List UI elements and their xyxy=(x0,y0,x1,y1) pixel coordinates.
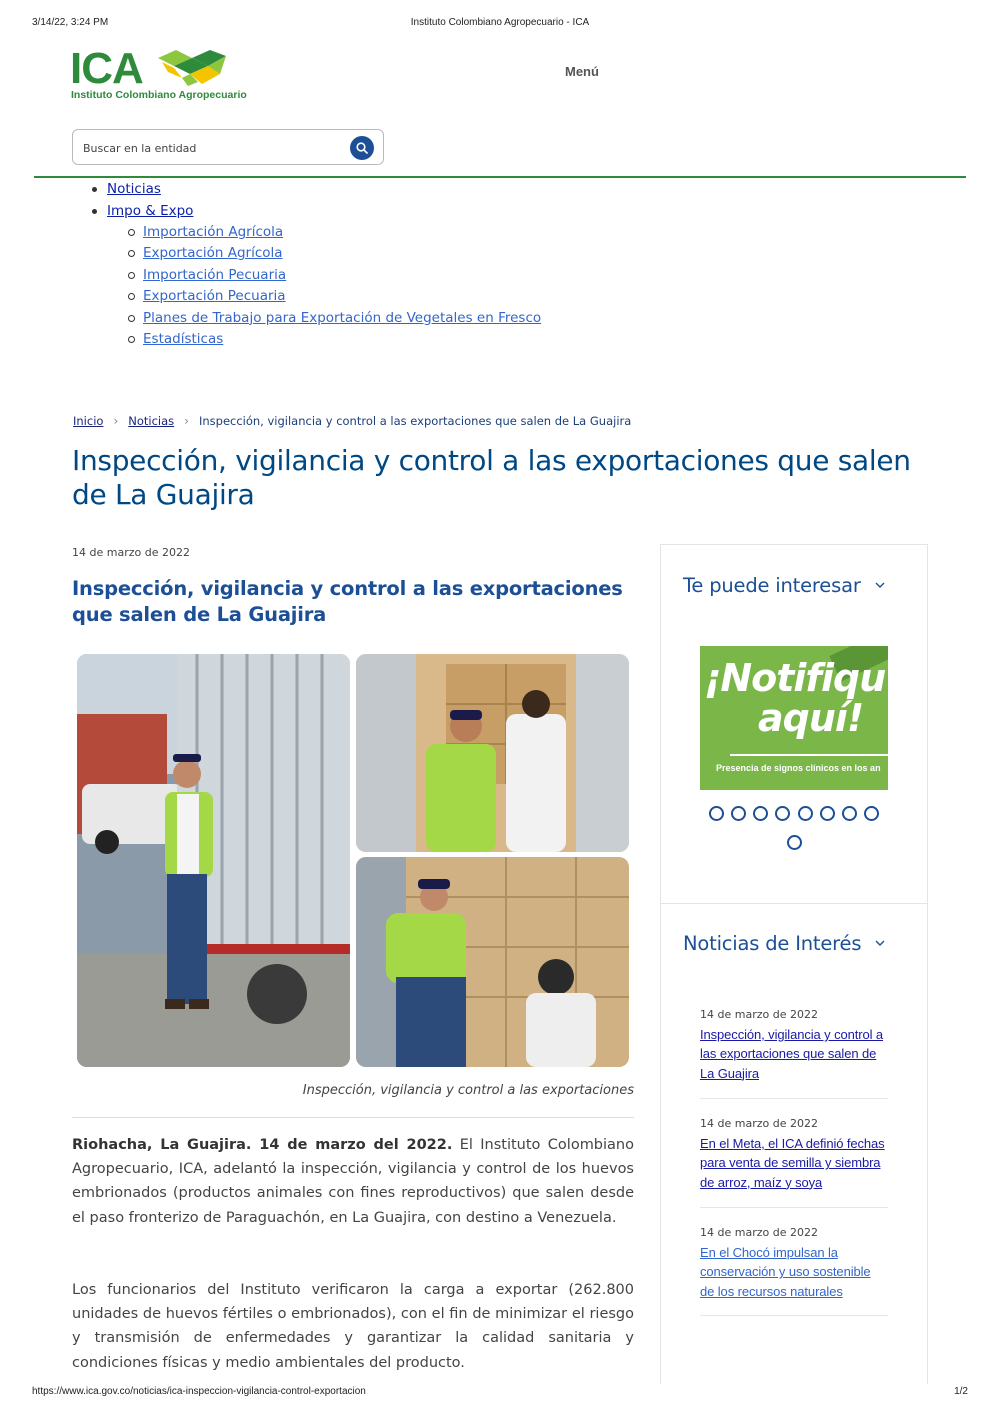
nav-link-importacion-pecuaria[interactable]: Importación Pecuaria xyxy=(143,266,287,283)
nav-link-impo-expo[interactable]: Impo & Expo xyxy=(107,202,194,219)
carousel-dot[interactable] xyxy=(820,806,835,821)
breadcrumb-home-link[interactable]: Inicio xyxy=(73,414,104,428)
sidebar-interest-heading: Te puede interesar xyxy=(683,574,861,597)
nav-link-noticias[interactable]: Noticias xyxy=(107,181,161,197)
chevron-down-icon xyxy=(875,582,885,589)
nav-link-exportacion-pecuaria[interactable]: Exportación Pecuaria xyxy=(143,288,286,305)
breadcrumb-section-link[interactable]: Noticias xyxy=(128,414,175,428)
article-date: 14 de marzo de 2022 xyxy=(72,546,190,559)
photo-caption: Inspección, vigilancia y control a las exportaciones xyxy=(302,1083,634,1098)
news-date: 14 de marzo de 2022 xyxy=(700,1117,818,1130)
news-date: 14 de marzo de 2022 xyxy=(700,1008,818,1021)
logo-emblem-icon xyxy=(158,48,228,88)
nav-subitem xyxy=(92,266,541,287)
nav-link-planes-de-trabajo[interactable]: Planes de Trabajo para Exportación de Vegetales en Fresco xyxy=(143,309,542,326)
print-datetime: 3/14/22, 3:24 PM xyxy=(32,17,109,28)
article-paragraph-1 xyxy=(72,1133,634,1230)
search-icon xyxy=(356,142,368,154)
nav-submenu-impo-expo xyxy=(92,223,541,351)
photo-inspector-by-truck xyxy=(77,654,350,1067)
nav-link-exportacion-agricola[interactable]: Exportación Agrícola xyxy=(143,245,283,262)
news-link[interactable]: En el Meta, el ICA definió fechas para venta de semilla y siembra de arroz, maíz y soya xyxy=(700,1136,885,1190)
photo-inspector-checking-cargo xyxy=(356,857,629,1067)
carousel-dot[interactable] xyxy=(798,806,813,821)
photo-inspectors-in-truck xyxy=(356,654,629,852)
logo-wordmark: ICA xyxy=(70,44,143,93)
search-button[interactable] xyxy=(350,136,374,160)
banner-line-1: ¡Notifiqu xyxy=(704,656,886,700)
chevron-down-icon xyxy=(875,940,885,947)
carousel-dot[interactable] xyxy=(709,806,724,821)
nav-item-impo-expo xyxy=(92,202,541,224)
caption-divider xyxy=(72,1117,634,1118)
breadcrumb xyxy=(73,414,631,428)
sidebar-news-toggle[interactable] xyxy=(683,932,861,955)
banner-line-2: aquí! xyxy=(758,696,864,740)
news-link[interactable]: En el Chocó impulsan la conservación y uso sostenible de los recursos naturales xyxy=(700,1245,871,1299)
search-box xyxy=(72,129,384,165)
nav-subitem xyxy=(92,223,541,244)
nav-subitem xyxy=(92,330,541,351)
nav-link-estadisticas[interactable]: Estadísticas xyxy=(143,330,224,347)
menu-button[interactable]: Menú xyxy=(565,64,599,79)
nav-subitem xyxy=(92,287,541,308)
list-item xyxy=(700,1008,888,1099)
banner-rule xyxy=(730,754,888,756)
list-item xyxy=(700,1226,888,1316)
breadcrumb-current: Inspección, vigilancia y control a las exportaciones que salen de La Guajira xyxy=(198,414,632,428)
banner-line-3: Presencia de signos clínicos en los an xyxy=(716,763,881,773)
header-divider xyxy=(34,176,966,178)
search-input[interactable] xyxy=(83,139,343,157)
ica-logo[interactable] xyxy=(70,44,247,104)
chevron-right-icon: › xyxy=(113,414,119,428)
print-page-title: Instituto Colombiano Agropecuario - ICA xyxy=(410,17,590,28)
nav-item-noticias xyxy=(92,180,541,202)
notify-banner[interactable] xyxy=(700,646,888,790)
sidebar-news-heading: Noticias de Interés xyxy=(683,932,862,955)
news-link[interactable]: Inspección, vigilancia y control a las exportaciones que salen de La Guajira xyxy=(700,1027,884,1081)
print-page-number: 1/2 xyxy=(954,1386,968,1397)
main-nav xyxy=(92,180,541,351)
chevron-right-icon: › xyxy=(184,414,189,428)
nav-subitem xyxy=(92,244,541,265)
article-lead: Riohacha, La Guajira. 14 de marzo del 2022. xyxy=(72,1137,453,1153)
list-item xyxy=(700,1117,888,1208)
carousel-dot[interactable] xyxy=(842,806,857,821)
carousel-dot[interactable] xyxy=(787,835,802,850)
page-title: Inspección, vigilancia y control a las exportaciones que salen de La Guajira xyxy=(72,444,911,511)
nav-subitem xyxy=(92,309,541,330)
print-url: https://www.ica.gov.co/noticias/ica-inspeccion-vigilancia-control-exportacion xyxy=(32,1386,366,1397)
news-date: 14 de marzo de 2022 xyxy=(700,1226,818,1239)
article-paragraph-1-body: El Instituto Colombiano Agropecuario, ICA, adelantó la inspección, vigilancia y control de los huevos embrionados (productos animales con fines reproductivos) que salen desde el paso fronterizo de Paraguachón, en La Guajira, con destino a Venezuela. xyxy=(72,1137,634,1226)
carousel-dot[interactable] xyxy=(731,806,746,821)
sidebar-interest-toggle[interactable] xyxy=(683,574,861,597)
article-photo-collage xyxy=(72,650,634,1072)
nav-link-importacion-agricola[interactable]: Importación Agrícola xyxy=(143,224,284,240)
article-subtitle: Inspección, vigilancia y control a las exportaciones que salen de La Guajira xyxy=(72,577,623,626)
sidebar-divider xyxy=(660,903,928,904)
logo-subtitle: Instituto Colombiano Agropecuario xyxy=(71,89,247,101)
article-paragraph-2: Los funcionarios del Instituto verificaron la carga a exportar (262.800 unidades de huevos fértiles o embrionados), con el fin de minimizar el riesgo y transmisión de enfermedades y garantizar la calidad sanitaria y condiciones físicas y medio ambientales del producto. xyxy=(72,1282,634,1371)
